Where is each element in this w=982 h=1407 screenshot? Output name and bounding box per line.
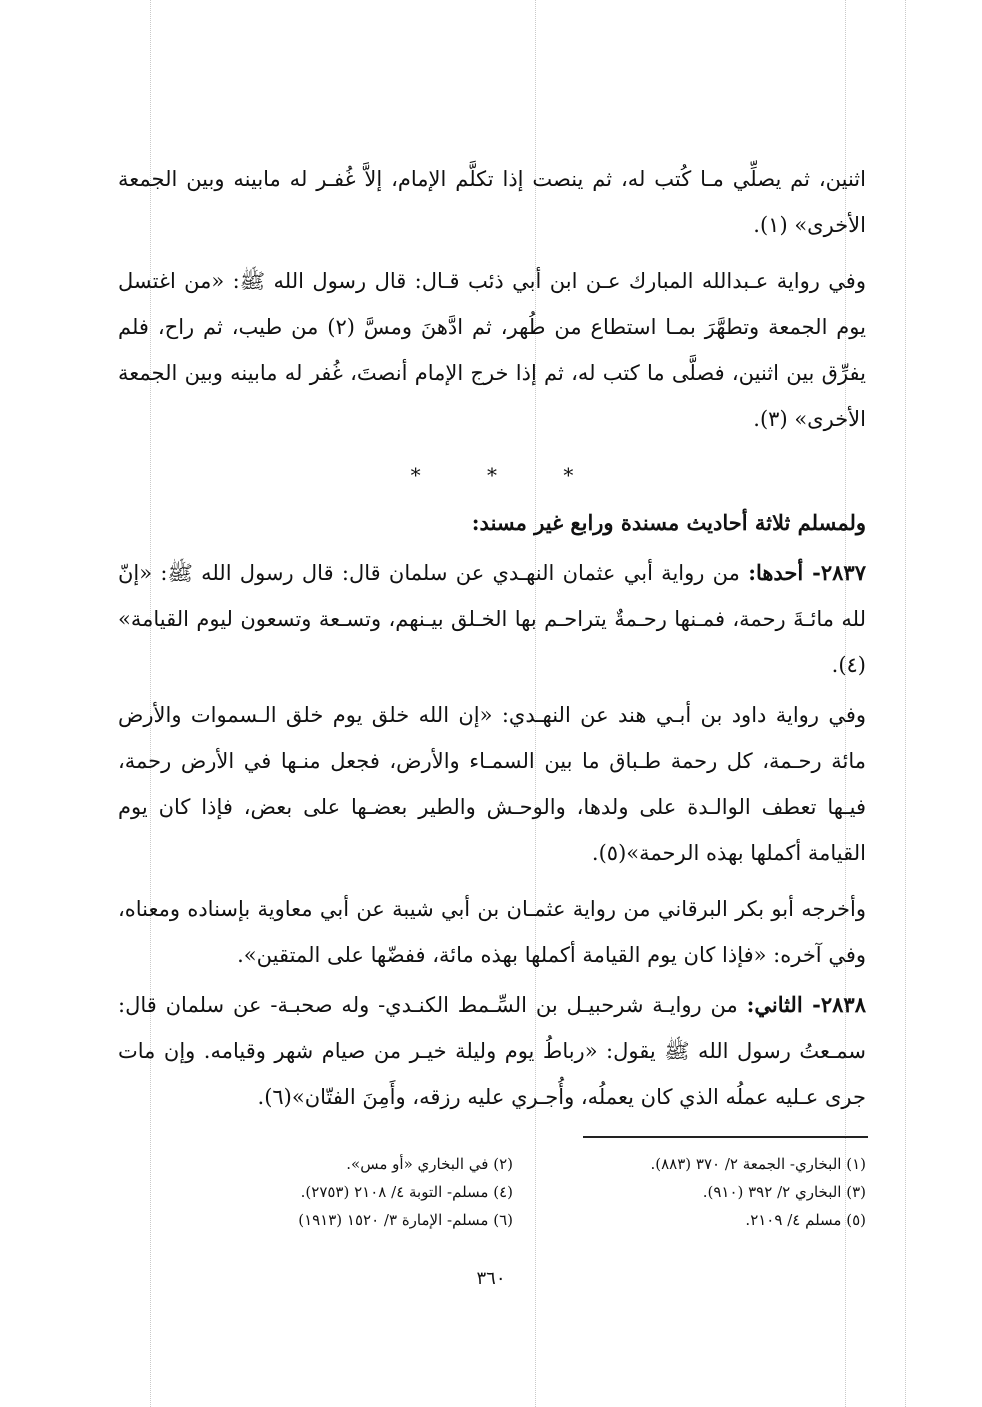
footnote-1: (١) البخاري- الجمعة ٢/ ٣٧٠ (٨٨٣). [650, 1155, 866, 1173]
hadith-number-2837: ٢٨٣٧- أحدها: [748, 560, 866, 585]
paragraph-barqani: وأخرجه أبو بكر البرقاني من رواية عثمـان بن أبي شيبة عن أبي معاوية بإسناده ومعناه، وفي آخره: «فإذا كان يوم القيامة أكملها بهذه مائة، ففضّها على المتقين». [118, 897, 866, 967]
paragraph-continuation: اثنين، ثم يصلِّي مـا كُتب له، ثم ينصت إذا تكلَّم الإمام، إلاَّ غُفـر له مابينه وبين الجمعة الأخرى» (١). [118, 167, 866, 237]
footnote-separator [583, 1136, 868, 1138]
footnote-2: (٢) في البخاري «أو مس». [346, 1155, 513, 1173]
footnote-5: (٥) مسلم ٤/ ٢١٠٩. [745, 1211, 866, 1229]
footnote-6: (٦) مسلم- الإمارة ٣/ ١٥٢٠ (١٩١٣) [298, 1211, 513, 1229]
hadith-number-2838: ٢٨٣٨- الثاني: [746, 992, 866, 1017]
footnotes [200, 1150, 866, 1234]
section-heading: ولمسلم ثلاثة أحاديث مسندة ورابع غير مسند: [471, 510, 866, 535]
footnote-3: (٣) البخاري ٢/ ٣٩٢ (٩١٠). [702, 1183, 866, 1201]
page-number: ٣٦٠ [476, 1268, 506, 1289]
scan-guide-line [905, 0, 906, 1407]
hadith-2837-text: من رواية أبي عثمان النهـدي عن سلمان قال: قال رسول الله ﷺ: «إنّ لله مائـةَ رحمة، فمـنها رحـمةٌ يتراحـم بها الخـلق بيـنهم، وتسـعة وتسعون ليوم القيامة» (٤). [118, 561, 866, 677]
hadith-2838-text: من روايـة شرحبيـل بن السِّـمط الكنـدي- وله صحبـة- عن سلمان قال: سمـعتُ رسول الله ﷺ يقول: «رباطُ يوم وليلة خيـر من صيام شهر وقيامه. وإن مات جرى عـليه عملُه الذي كان يعملُه، وأُجـري عليه رزقه، وأَمِنَ الفتّان»(٦). [118, 993, 866, 1109]
footnote-4: (٤) مسلم- التوبة ٤/ ٢١٠٨ (٢٧٥٣). [300, 1183, 513, 1201]
paragraph-ibn-mubarak: وفي رواية عـبدالله المبارك عـن ابن أبي ذئب قـال: قال رسول الله ﷺ: «من اغتسل يوم الجمعة وتطهَّرَ بمـا استطاع من طُهر، ثم ادَّهنَ ومسَّ (٢) من طيب، ثم راح، فلم يفرِّق بين اثنين، فصلَّى ما كتب له، ثم إذا خرج الإمام أنصتَ، غُفر له مابينه وبين الجمعة الأخرى» (٣). [118, 269, 866, 431]
main-text [118, 156, 866, 1130]
section-divider-stars: * * * [410, 463, 604, 487]
hadith-2837 [118, 550, 866, 688]
hadith-2838 [118, 982, 866, 1120]
paragraph-dawud: وفي رواية داود بن أبـي هند عن النهـدي: «إن الله خلق يوم خلق الـسموات والأرض مائة رحـمة، كل رحمة طـباق ما بين السمـاء والأرض، فجعل منـها في الأرض رحمة، فيـها تعطف الوالـدة على ولدها، والوحـش والطير بعضـها على بعض، فإذا كان يوم القيامة أكملها بهذه الرحمة»(٥). [118, 703, 866, 865]
